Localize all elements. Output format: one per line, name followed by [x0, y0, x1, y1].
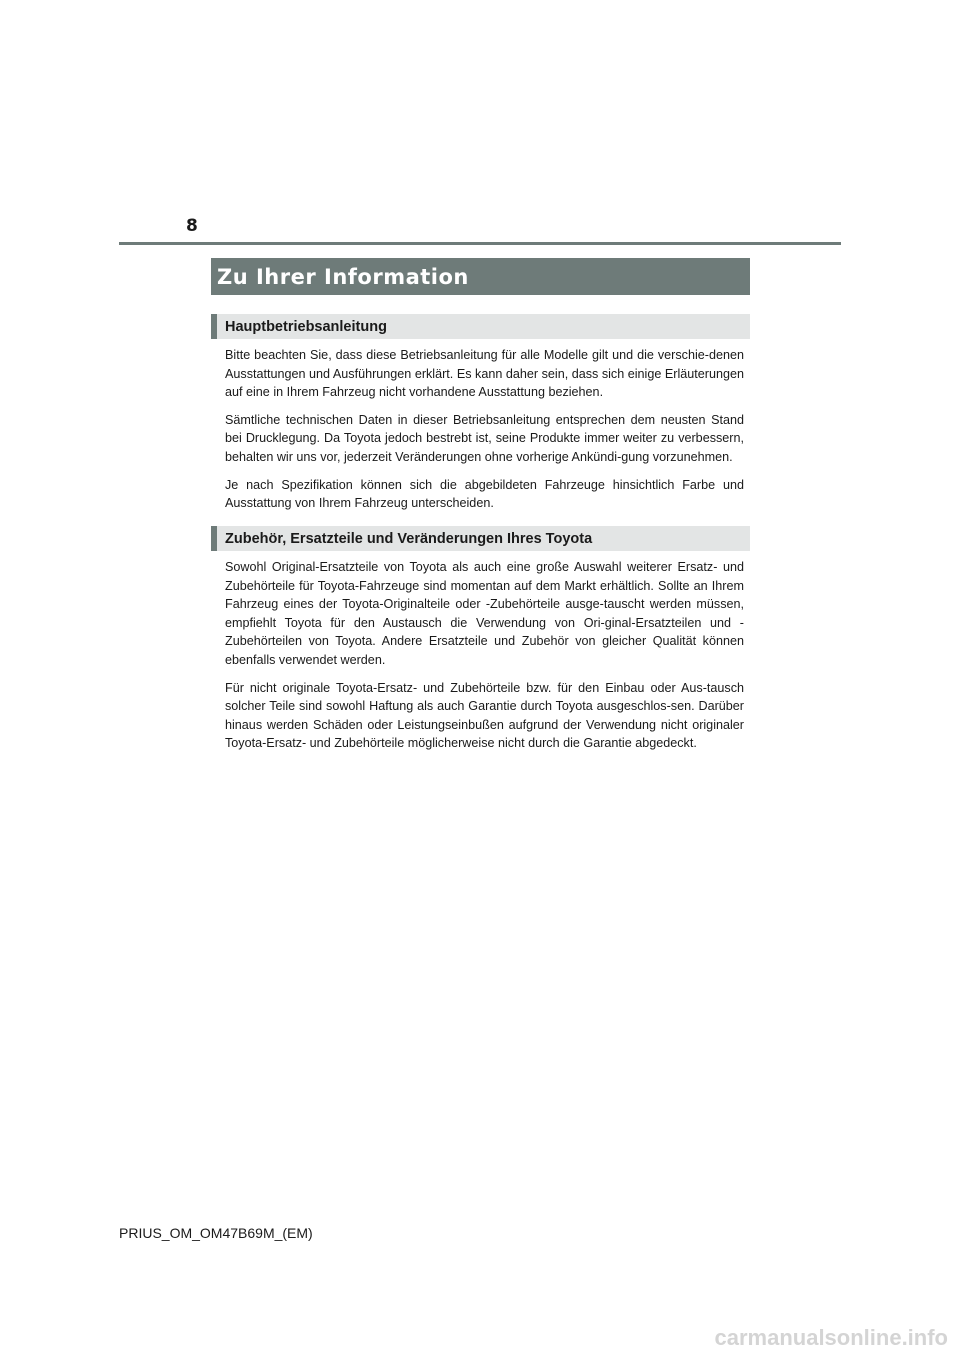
section-body-hauptbetriebsanleitung [225, 346, 744, 522]
page-number: 8 [186, 216, 198, 236]
paragraph: Sämtliche technischen Daten in dieser Betriebsanleitung entsprechen dem neusten Stand bei Drucklegung. Da Toyota jedoch bestrebt ist, seine Produkte immer weiter zu verbessern, behalten wir uns vor, jederzeit Veränderungen ohne vorherige Ankündi-gung vorzunehmen. [225, 412, 744, 464]
page-title: Zu Ihrer Information [217, 264, 469, 289]
section-header-hauptbetriebsanleitung [211, 314, 750, 339]
header-rule [119, 242, 841, 245]
section-heading: Hauptbetriebsanleitung [225, 318, 387, 335]
section-body-zubehoer [225, 558, 744, 762]
page-title-bar [211, 258, 750, 295]
paragraph: Für nicht originale Toyota-Ersatz- und Zubehörteile bzw. für den Einbau oder Aus-tausch solcher Teile sind sowohl Haftung als auch Garantie durch Toyota ausgeschlos-sen. Darüber hinaus werden Schäden oder Leistungseinbußen aufgrund der Verwendung nicht originaler Toyota-Ersatz- und Zubehörteile möglicherweise nicht durch die Garantie abgedeckt. [225, 680, 744, 751]
paragraph: Bitte beachten Sie, dass diese Betriebsanleitung für alle Modelle gilt und die verschie-denen Ausstattungen und Ausführungen erklärt. Es kann daher sein, dass sich einige Erläuterungen auf eine in Ihrem Fahrzeug nicht vorhandene Ausstattung beziehen. [225, 348, 744, 400]
section-header-zubehoer [211, 526, 750, 551]
watermark-text: carmanualsonline.info [714, 1325, 948, 1350]
footer-document-code: PRIUS_OM_OM47B69M_(EM) [119, 1225, 313, 1241]
section-heading: Zubehör, Ersatzteile und Veränderungen Ihres Toyota [225, 530, 593, 547]
paragraph: Je nach Spezifikation können sich die abgebildeten Fahrzeuge hinsichtlich Farbe und Ausstattung von Ihrem Fahrzeug unterscheiden. [225, 477, 744, 511]
paragraph: Sowohl Original-Ersatzteile von Toyota als auch eine große Auswahl weiterer Ersatz- und Zubehörteile für Toyota-Fahrzeuge sind momentan auf dem Markt erhältlich. Sollte an Ihrem Fahrzeug eines der Toyota-Originalteile oder -Zubehörteile ausge-tauscht werden müssen, empfiehlt Toyota für den Austausch die Verwendung von Ori-ginal-Ersatzteilen und -Zubehörteilen von Toyota. Andere Ersatzteile und Zubehör von gleicher Qualität können ebenfalls verwendet werden. [225, 560, 744, 667]
